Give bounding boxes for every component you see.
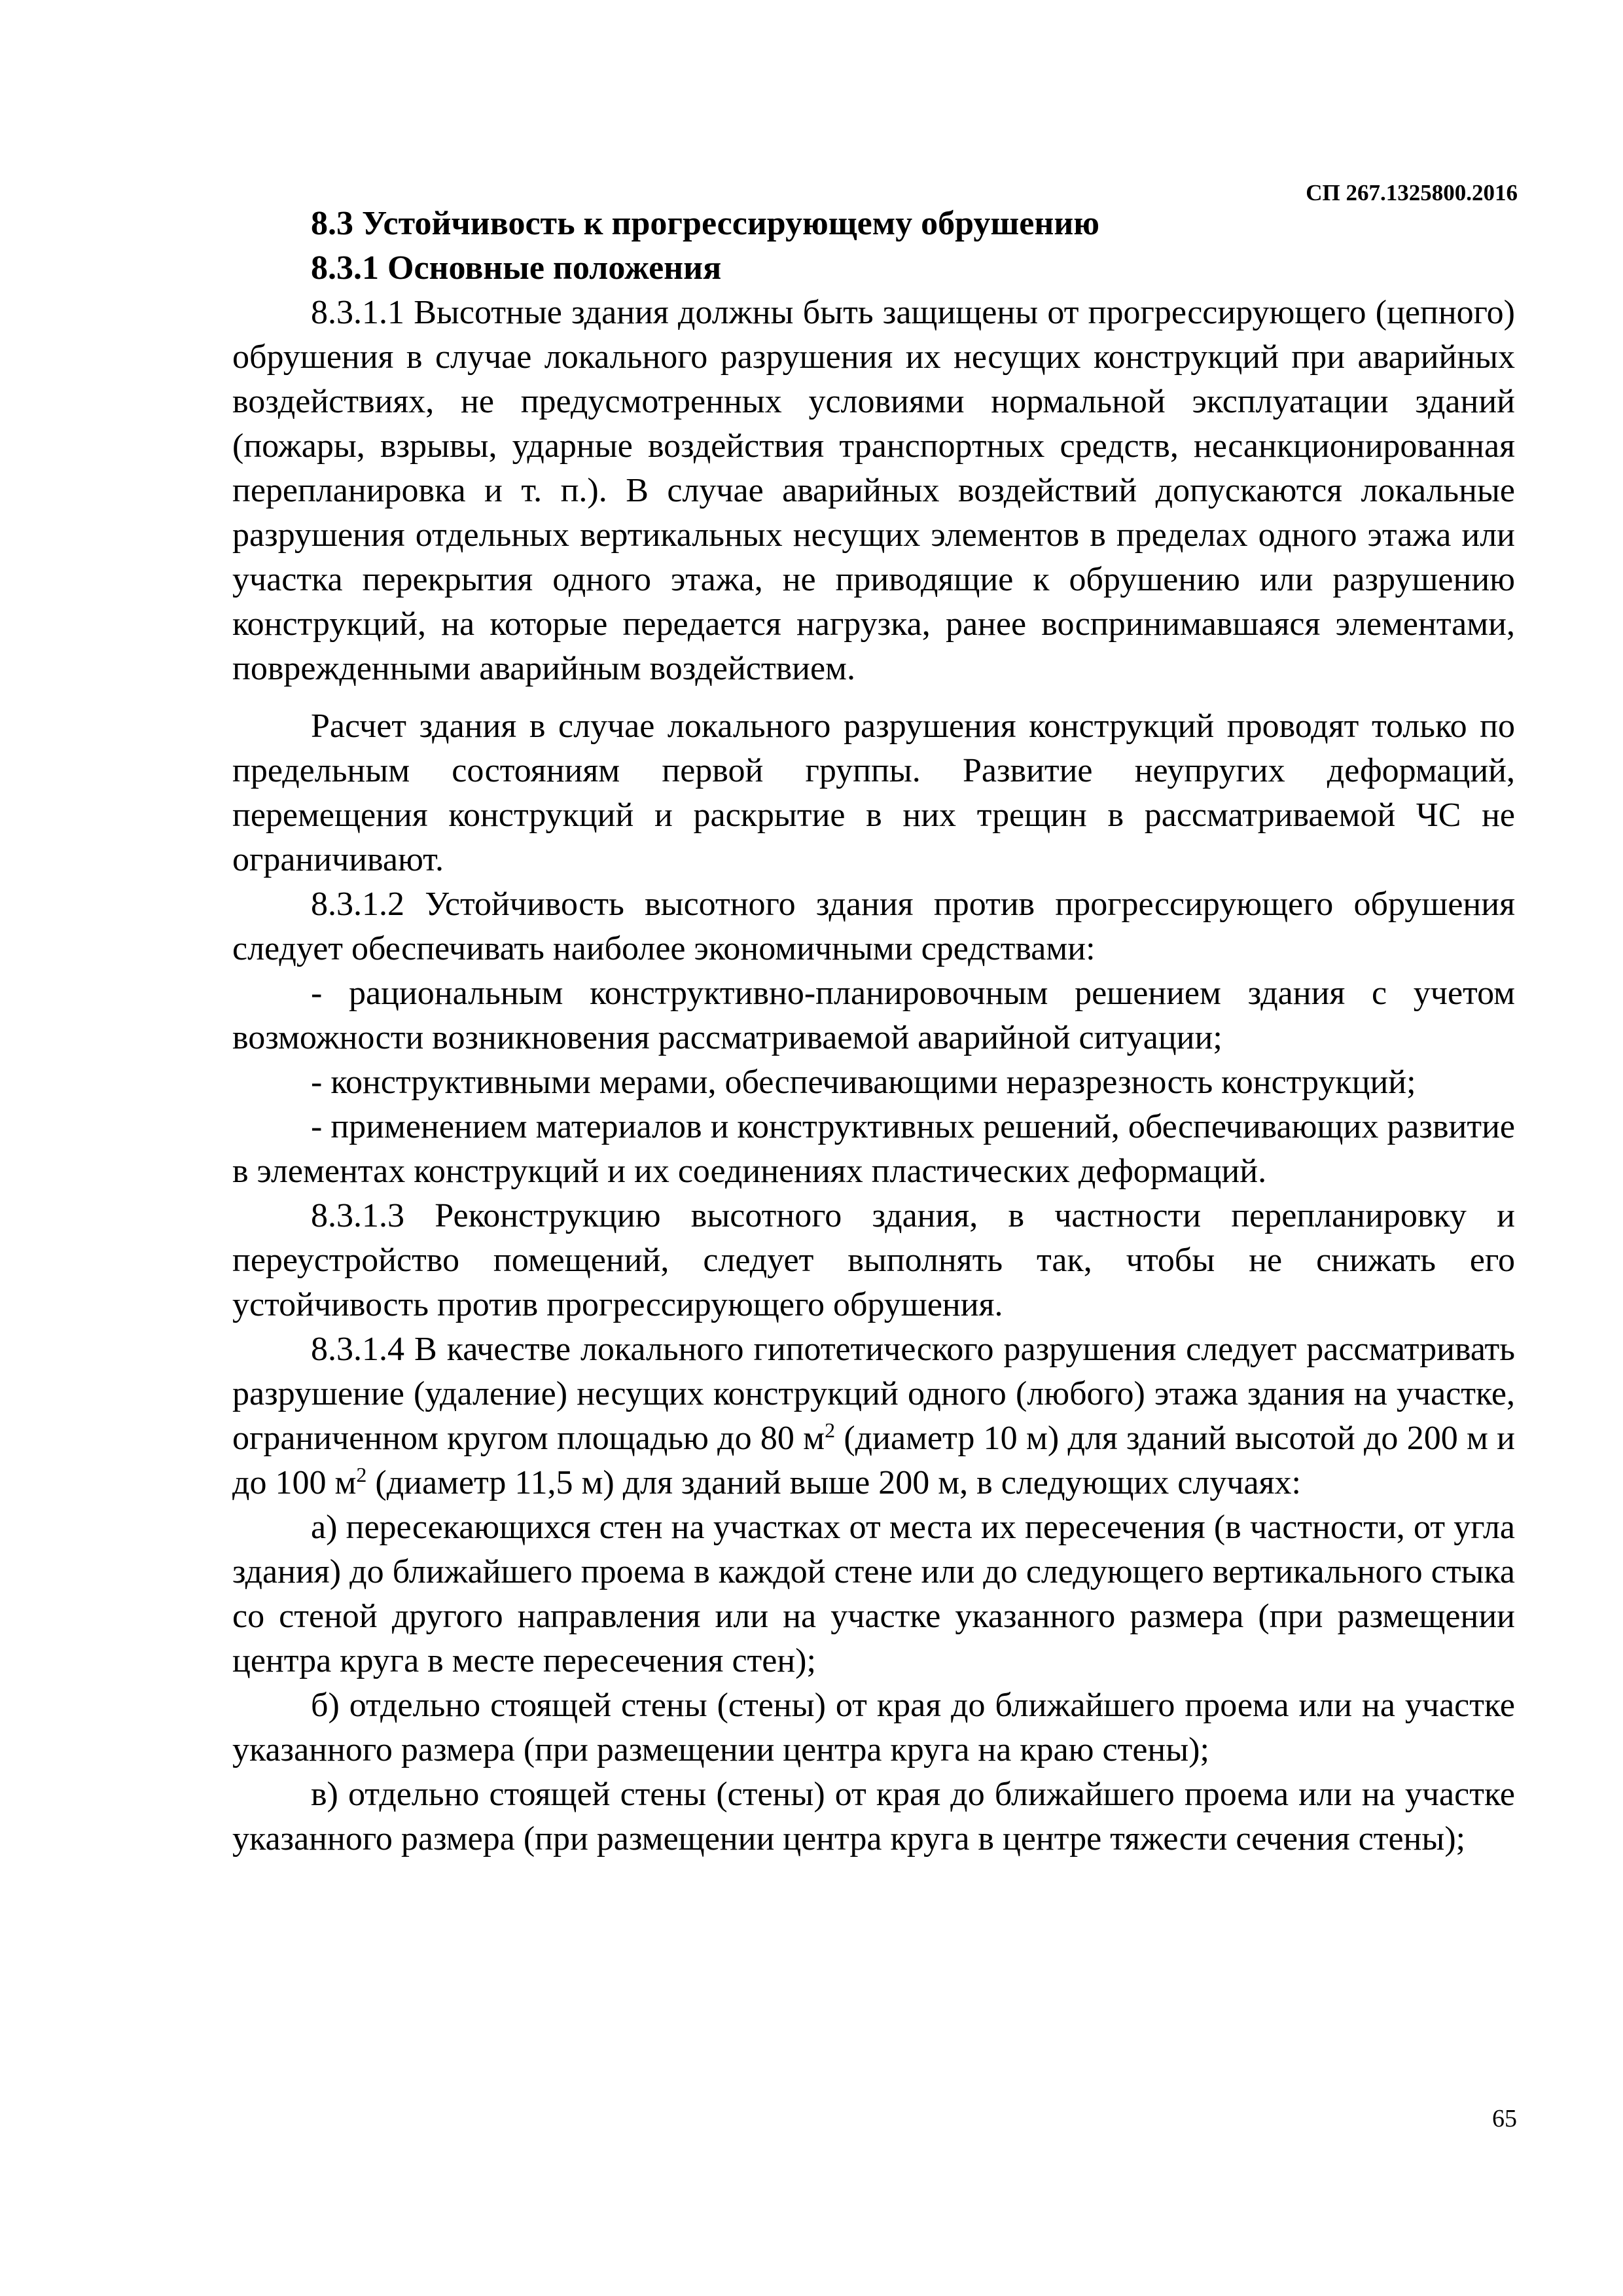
subsection-title: 8.3.1 Основные положения [311,249,722,287]
superscript-square-2: 2 [356,1463,367,1486]
page-number: 65 [1492,2105,1517,2132]
paragraph-8-3-1-4-part3: (диаметр 11,5 м) для зданий выше 200 м, в следующих случаях: [366,1464,1301,1501]
document-body [232,202,1515,1861]
list-item-v: в) отдельно стоящей стены (стены) от края до ближайшего проема или на участке указанного размера (при размещении центра круга в центре тяжести сечения стены); [232,1776,1515,1857]
paragraph-8-3-1-2: 8.3.1.2 Устойчивость высотного здания против прогрессирующего обрушения следует обеспечивать наиболее экономичными средствами: [232,886,1515,967]
paragraph-8-3-1-3: 8.3.1.3 Реконструкцию высотного здания, в частности перепланировку и переустройство помещений, следует выполнять так, чтобы не снижать его устойчивость против прогрессирующего обрушения. [232,1197,1515,1323]
paragraph-calculation: Расчет здания в случае локального разрушения конструкций проводят только по предельным состояниям первой группы. Развитие неупругих деформаций, перемещения конструкций и раскрытие в них трещин в рассматриваемой ЧС не ограничивают. [232,708,1515,878]
section-title: 8.3 Устойчивость к прогрессирующему обрушению [311,205,1100,242]
paragraph-8-3-1-4-part2: (диаметр 10 м) для зданий высотой до 200 м и до 100 м [232,1420,1515,1501]
superscript-square-1: 2 [825,1418,836,1442]
paragraph-8-3-1-1: 8.3.1.1 Высотные здания должны быть защищены от прогрессирующего (цепного) обрушения в случае локального разрушения их несущих конструкций при аварийных воздействиях, не предусмотренных условиями нормальной эксплуатации зданий (пожары, взрывы, ударные воздействия транспортных средств, несанкционированная перепланировка и т. п.). В случае аварийных воздействий допускаются локальные разрушения отдельных вертикальных несущих элементов в пределах одного этажа или участка перекрытия одного этажа, не приводящие к обрушению или разрушению конструкций, на которые передается нагрузка, ранее воспринимавшаяся элементами, поврежденными аварийным воздействием. [232,294,1515,687]
list-item-a: а) пересекающихся стен на участках от места их пересечения (в частности, от угла здания) до ближайшего проема в каждой стене или до следующего вертикального стыка со стеной другого направления или на участке указанного размера (при размещении центра круга в месте пересечения стен); [232,1509,1515,1679]
list-item-constructive-measures: - конструктивными мерами, обеспечивающими неразрезность конструкций; [311,1064,1416,1101]
paragraph-8-3-1-4 [232,1327,1515,1505]
list-item-b: б) отдельно стоящей стены (стены) от края до ближайшего проема или на участке указанного размера (при размещении центра круга на краю стены); [232,1687,1515,1768]
list-item-materials: - применением материалов и конструктивных решений, обеспечивающих развитие в элементах конструкций и их соединениях пластических деформаций. [232,1108,1515,1190]
document-code: СП 267.1325800.2016 [1306,180,1518,206]
list-item-rational-solution: - рациональным конструктивно-планировочным решением здания с учетом возможности возникновения рассматриваемой аварийной ситуации; [232,975,1515,1056]
paragraph-8-3-1-4-part1: 8.3.1.4 В качестве локального гипотетического разрушения следует рассматривать разрушение (удаление) несущих конструкций одного (любого) этажа здания на участке, ограниченном кругом площадью до 80 м [232,1331,1515,1457]
